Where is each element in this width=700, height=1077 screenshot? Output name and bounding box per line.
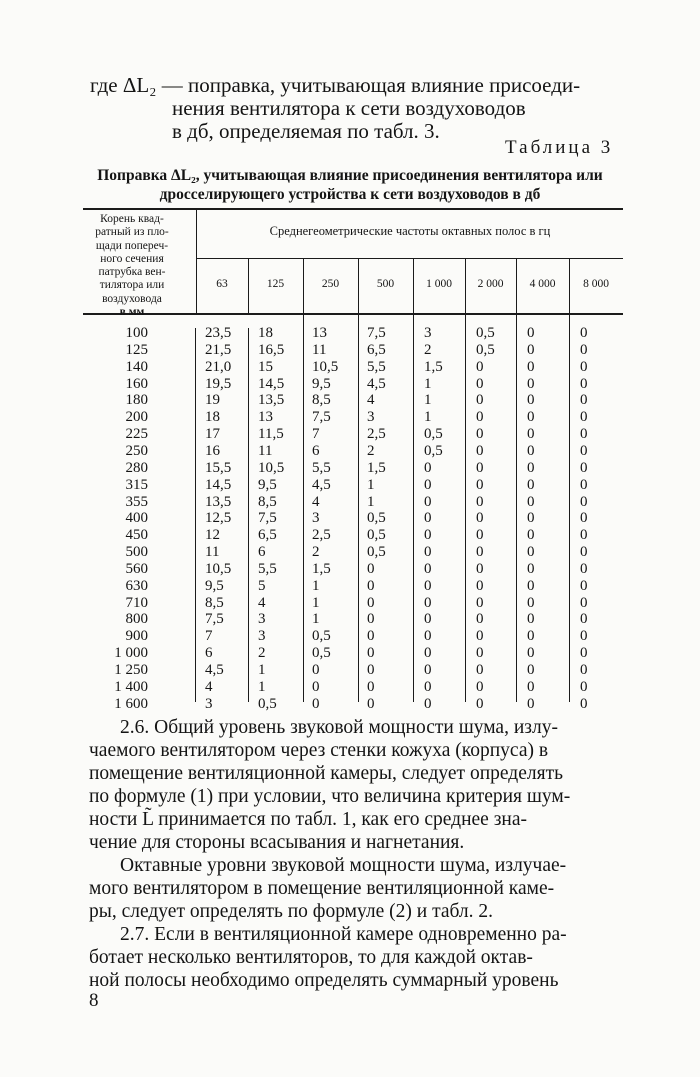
- table-cell: 0: [424, 611, 432, 628]
- table-cell: 21,0: [205, 358, 232, 375]
- row-size-label: 630: [125, 577, 148, 594]
- table-cell: 3: [258, 628, 266, 645]
- table-cell: 0: [527, 358, 535, 375]
- table-cell: 0,5: [312, 645, 331, 662]
- table-cell: 1: [367, 493, 375, 510]
- table-cell: 0: [580, 510, 588, 527]
- table-cell: 0: [424, 662, 432, 678]
- table-cell: 5,5: [258, 560, 277, 577]
- table-cell: 0: [476, 493, 484, 510]
- table-cell: 9,5: [312, 375, 331, 392]
- table-cell: 0: [476, 426, 484, 443]
- table-cell: 0: [527, 442, 535, 459]
- header-cross-section-line: ного сечения: [100, 252, 164, 265]
- table-cell: 1: [367, 476, 375, 493]
- table-cell: 0: [367, 695, 375, 712]
- row-size-label: 450: [125, 527, 148, 544]
- table-cell: 19,5: [205, 375, 232, 392]
- frequency-header: 1 000: [426, 278, 452, 290]
- table-cell: 6,5: [367, 341, 386, 358]
- table-cell: 3: [258, 611, 266, 628]
- table-cell: 5,5: [367, 358, 386, 375]
- table-cell: 10,5: [258, 459, 285, 476]
- row-size-label: 1 400: [114, 678, 148, 695]
- table-cell: 0: [476, 358, 484, 375]
- table-cell: 11: [312, 341, 327, 358]
- table-cell: 5,5: [312, 459, 331, 476]
- section-2-6-line: ности L̃ принимается по табл. 1, как его среднее зна-: [89, 809, 527, 830]
- table-cell: 0: [312, 662, 320, 678]
- table-cell: 11,5: [258, 426, 284, 443]
- table-cell: 21,5: [205, 341, 232, 358]
- frequency-header: 8 000: [583, 278, 609, 290]
- table-cell: 1,5: [312, 560, 331, 577]
- table-cell: 0: [580, 375, 588, 392]
- table-cell: 0: [580, 577, 588, 594]
- table-cell: 0: [476, 409, 484, 426]
- header-cross-section-line: Корень квад-: [100, 213, 164, 225]
- table-cell: 7,5: [258, 510, 277, 527]
- table-cell: 7,5: [205, 611, 224, 628]
- table-cell: 5: [258, 577, 266, 594]
- header-cross-section-line: щади попереч-: [95, 239, 169, 252]
- table-cell: 9,5: [205, 577, 224, 594]
- table-cell: 8,5: [205, 594, 224, 611]
- table-cell: 0: [476, 560, 484, 577]
- table-cell: 0: [424, 594, 432, 611]
- table-cell: 7,5: [312, 409, 331, 426]
- table-cell: 0: [424, 493, 432, 510]
- table-cell: 9,5: [258, 476, 277, 493]
- row-size-label: 250: [125, 442, 148, 459]
- table-cell: 0,5: [367, 510, 386, 527]
- table-cell: 12: [205, 527, 220, 544]
- table-cell: 4: [367, 392, 375, 409]
- table-cell: 0: [580, 476, 588, 493]
- table-cell: 3: [205, 695, 213, 712]
- table-cell: 18: [205, 409, 220, 426]
- table-cell: 0: [580, 442, 588, 459]
- table-cell: 0: [424, 459, 432, 476]
- table-cell: 0: [580, 594, 588, 611]
- table-cell: 0: [476, 628, 484, 645]
- table-cell: 0: [527, 325, 535, 341]
- table-cell: 0: [580, 695, 588, 712]
- table-cell: 0,5: [367, 527, 386, 544]
- table-cell: 0: [527, 645, 535, 662]
- table-cell: 0: [527, 341, 535, 358]
- table-cell: 0: [424, 645, 432, 662]
- table-cell: 0,5: [367, 544, 386, 561]
- table-cell: 15: [258, 358, 273, 375]
- table-cell: 14,5: [205, 476, 232, 493]
- table-divider: [516, 258, 517, 702]
- table-cell: 0: [527, 678, 535, 695]
- table-cell: 0: [476, 662, 484, 678]
- table-cell: 7: [205, 628, 213, 645]
- table-cell: 0: [580, 459, 588, 476]
- header-cross-section-size: [83, 213, 181, 319]
- table-cell: 0: [527, 662, 535, 678]
- frequency-header: 125: [266, 278, 285, 290]
- table-cell: 23,5: [205, 325, 232, 341]
- table-cell: 8,5: [258, 493, 277, 510]
- table-cell: 0: [367, 611, 375, 628]
- table-cell: 0: [476, 678, 484, 695]
- section-2-6-line: ры, следует определять по формуле (2) и табл. 2.: [89, 901, 494, 922]
- table-cell: 2: [424, 341, 432, 358]
- table-cell: 0: [580, 628, 588, 645]
- section-2-6-line: чаемого вентилятором через стенки кожуха (корпуса) в: [89, 740, 549, 761]
- table-cell: 10,5: [312, 358, 339, 375]
- table-cell: 0: [527, 527, 535, 544]
- table-cell: 0: [580, 645, 588, 662]
- table-cell: 0: [367, 560, 375, 577]
- table-cell: 0,5: [476, 325, 495, 341]
- table-cell: 0,5: [312, 628, 331, 645]
- intro-line-3: в дб, определяемая по табл. 3.: [172, 119, 440, 143]
- table-cell: 0: [476, 645, 484, 662]
- table-cell: 6: [312, 442, 320, 459]
- row-size-label: 225: [125, 426, 148, 443]
- section-2-6-line: помещение вентиляционной камеры, следует определять: [89, 763, 563, 784]
- table-cell: 17: [205, 426, 220, 443]
- table-cell: 0: [476, 611, 484, 628]
- header-cross-section-line: патрубка вен-: [98, 266, 166, 279]
- table-cell: 1,5: [367, 459, 386, 476]
- table-cell: 0: [527, 392, 535, 409]
- table-cell: 0: [367, 628, 375, 645]
- table-cell: 14,5: [258, 375, 285, 392]
- row-size-label: 140: [125, 358, 148, 375]
- page-number: 8: [89, 990, 99, 1011]
- table-cell: 0: [527, 510, 535, 527]
- table-cell: 7,5: [367, 325, 386, 341]
- table-cell: 0: [527, 611, 535, 628]
- table-cell: 4,5: [312, 476, 331, 493]
- frequency-header: 250: [321, 278, 340, 290]
- row-size-label: 1 600: [114, 695, 148, 712]
- table-cell: 0: [476, 476, 484, 493]
- table-cell: 2,5: [312, 527, 331, 544]
- table-cell: 18: [258, 325, 273, 341]
- table-cell: 0: [424, 695, 432, 712]
- table-cell: 3: [367, 409, 375, 426]
- table-cell: 4: [312, 493, 320, 510]
- table-cell: 0: [580, 392, 588, 409]
- table-cell: 7: [312, 426, 320, 443]
- table-divider: [413, 258, 414, 702]
- header-cross-section-line: воздуховода: [102, 292, 162, 305]
- table-cell: 0: [580, 341, 588, 358]
- table-cell: 0: [476, 510, 484, 527]
- intro-line-1: где ΔL₂ — поправка, учитывающая влияние присоеди-: [90, 73, 581, 97]
- table-divider: [569, 258, 570, 702]
- table-caption-line-2: дросселирующего устройства к сети воздуховодов в дб: [159, 186, 541, 203]
- table-cell: 0: [580, 409, 588, 426]
- section-2-6-line: 2.6. Общий уровень звуковой мощности шума, излу-: [120, 717, 558, 738]
- frequency-header: 4 000: [529, 278, 556, 290]
- table-cell: 4,5: [367, 375, 386, 392]
- table-cell: 0: [580, 662, 588, 678]
- table-cell: 0: [527, 560, 535, 577]
- table-cell: 4: [205, 678, 213, 695]
- table-cell: 13: [312, 325, 327, 341]
- table-cell: 0: [580, 527, 588, 544]
- frequency-header: 2 000: [477, 278, 504, 290]
- table-cell: 1,5: [424, 358, 443, 375]
- table-cell: 0: [527, 426, 535, 443]
- table-cell: 0,5: [424, 426, 443, 443]
- table-cell: 0: [312, 678, 320, 695]
- table-cell: 0: [476, 442, 484, 459]
- row-size-label: 1 250: [114, 662, 148, 678]
- table-cell: 0: [424, 476, 432, 493]
- table-cell: 0: [527, 375, 535, 392]
- table-cell: 4: [258, 594, 266, 611]
- table-caption-line-1: Поправка ΔL₂, учитывающая влияние присоединения вентилятора или: [97, 167, 603, 184]
- table-cell: 0: [527, 476, 535, 493]
- table-label: Таблица 3: [505, 137, 614, 158]
- table-cell: 0: [367, 662, 375, 678]
- row-size-label: 280: [125, 459, 148, 476]
- table-top-rule: [83, 208, 623, 210]
- table-cell: 0: [424, 527, 432, 544]
- row-size-label: 315: [125, 476, 148, 493]
- table-cell: 0: [424, 560, 432, 577]
- table-cell: 19: [205, 392, 220, 409]
- table-cell: 0: [580, 358, 588, 375]
- table-cell: 0: [476, 527, 484, 544]
- table-divider: [358, 258, 359, 702]
- section-2-6-line: по формуле (1) при условии, что величина критерия шум-: [89, 786, 571, 807]
- table-cell: 0: [367, 678, 375, 695]
- section-2-6-line: чение для стороны всасывания и нагнетания.: [89, 832, 465, 853]
- table-cell: 6: [205, 645, 213, 662]
- table-cell: 2: [258, 645, 266, 662]
- header-octave-frequencies: Среднегеометрические частоты октавных полос в гц: [269, 224, 551, 238]
- row-size-label: 1 000: [114, 645, 148, 662]
- table-cell: 0: [476, 459, 484, 476]
- table-cell: 11: [205, 544, 220, 561]
- table-cell: 0: [312, 695, 320, 712]
- table-cell: 0: [527, 459, 535, 476]
- table-cell: 1: [312, 611, 320, 628]
- row-size-label: 710: [125, 594, 148, 611]
- table-cell: 0: [527, 577, 535, 594]
- header-cross-section-line: в мм: [119, 306, 145, 319]
- table-cell: 0: [580, 678, 588, 695]
- header-cross-section-line: тилятора или: [99, 279, 165, 292]
- section-2-7-line: ной полосы необходимо определять суммарный уровень: [89, 970, 559, 991]
- table-cell: 0: [527, 594, 535, 611]
- table-cell: 4,5: [205, 662, 224, 678]
- table-cell: 13: [258, 409, 273, 426]
- header-cross-section-line: ратный из пло-: [95, 226, 169, 239]
- table-cell: 0: [580, 325, 588, 341]
- table-cell: 8,5: [312, 392, 331, 409]
- table-cell: 0: [424, 544, 432, 561]
- table-cell: 0: [424, 678, 432, 695]
- row-size-label: 160: [125, 375, 148, 392]
- table-cell: 0: [527, 628, 535, 645]
- row-size-label: 560: [125, 560, 148, 577]
- table-cell: 3: [424, 325, 432, 341]
- row-size-label: 100: [125, 325, 148, 341]
- table-cell: 1: [258, 678, 266, 695]
- table-cell: 16: [205, 442, 220, 459]
- table-cell: 0: [527, 544, 535, 561]
- row-size-label: 500: [125, 544, 148, 561]
- table-cell: 0: [424, 577, 432, 594]
- frequency-header: 63: [216, 278, 228, 290]
- table-cell: 0: [476, 577, 484, 594]
- table-cell: 6: [258, 544, 266, 561]
- table-cell: 0: [367, 645, 375, 662]
- section-2-7-line: ботает несколько вентиляторов, то для каждой октав-: [89, 947, 533, 968]
- table-divider: [195, 328, 196, 702]
- table-cell: 0: [580, 611, 588, 628]
- table-cell: 0,5: [424, 442, 443, 459]
- table-cell: 10,5: [205, 560, 232, 577]
- table-cell: 2: [312, 544, 320, 561]
- table-cell: 11: [258, 442, 273, 459]
- table-cell: 6,5: [258, 527, 277, 544]
- table-cell: 0: [580, 544, 588, 561]
- table-cell: 0: [476, 375, 484, 392]
- table-cell: 1: [258, 662, 266, 678]
- table-cell: 1: [424, 392, 432, 409]
- table-cell: 0: [367, 594, 375, 611]
- table-cell: 0: [476, 594, 484, 611]
- frequency-header: 500: [376, 278, 395, 290]
- section-2-7-line: 2.7. Если в вентиляционной камере одновременно ра-: [120, 924, 567, 945]
- table-cell: 0: [580, 493, 588, 510]
- table-cell: 0: [580, 426, 588, 443]
- table-cell: 0: [527, 409, 535, 426]
- table-cell: 0,5: [258, 695, 277, 712]
- section-2-6-line: Октавные уровни звуковой мощности шума, излучае-: [120, 855, 567, 876]
- table-cell: 3: [312, 510, 320, 527]
- table-cell: 0: [367, 577, 375, 594]
- table-cell: 1: [312, 594, 320, 611]
- table-cell: 1: [312, 577, 320, 594]
- table-cell: 0: [476, 544, 484, 561]
- row-size-label: 180: [125, 392, 148, 409]
- table-cell: 15,5: [205, 459, 232, 476]
- table-cell: 2: [367, 442, 375, 459]
- row-size-label: 125: [125, 341, 148, 358]
- table-divider: [465, 258, 466, 702]
- row-size-label: 355: [125, 493, 148, 510]
- table-cell: 12,5: [205, 510, 232, 527]
- table-divider: [303, 258, 304, 702]
- table-cell: 0,5: [476, 341, 495, 358]
- row-size-label: 900: [125, 628, 148, 645]
- table-cell: 2,5: [367, 426, 386, 443]
- row-size-label: 800: [125, 611, 148, 628]
- table-cell: 16,5: [258, 341, 285, 358]
- row-size-label: 200: [125, 409, 148, 426]
- table-cell: 0: [580, 560, 588, 577]
- table-header-mid-rule: [196, 258, 623, 259]
- table-cell: 13,5: [205, 493, 232, 510]
- table-divider: [248, 328, 249, 702]
- intro-line-2: нения вентилятора к сети воздуховодов: [172, 96, 526, 120]
- table-cell: 1: [424, 409, 432, 426]
- table-cell: 13,5: [258, 392, 285, 409]
- row-size-label: 400: [125, 510, 148, 527]
- table-cell: 1: [424, 375, 432, 392]
- section-2-6-line: мого вентилятором в помещение вентиляционной каме-: [89, 878, 555, 899]
- table-cell: 0: [527, 493, 535, 510]
- table-cell: 0: [476, 392, 484, 409]
- table-cell: 0: [476, 695, 484, 712]
- table-cell: 0: [424, 628, 432, 645]
- table-cell: 0: [527, 695, 535, 712]
- table-cell: 0: [424, 510, 432, 527]
